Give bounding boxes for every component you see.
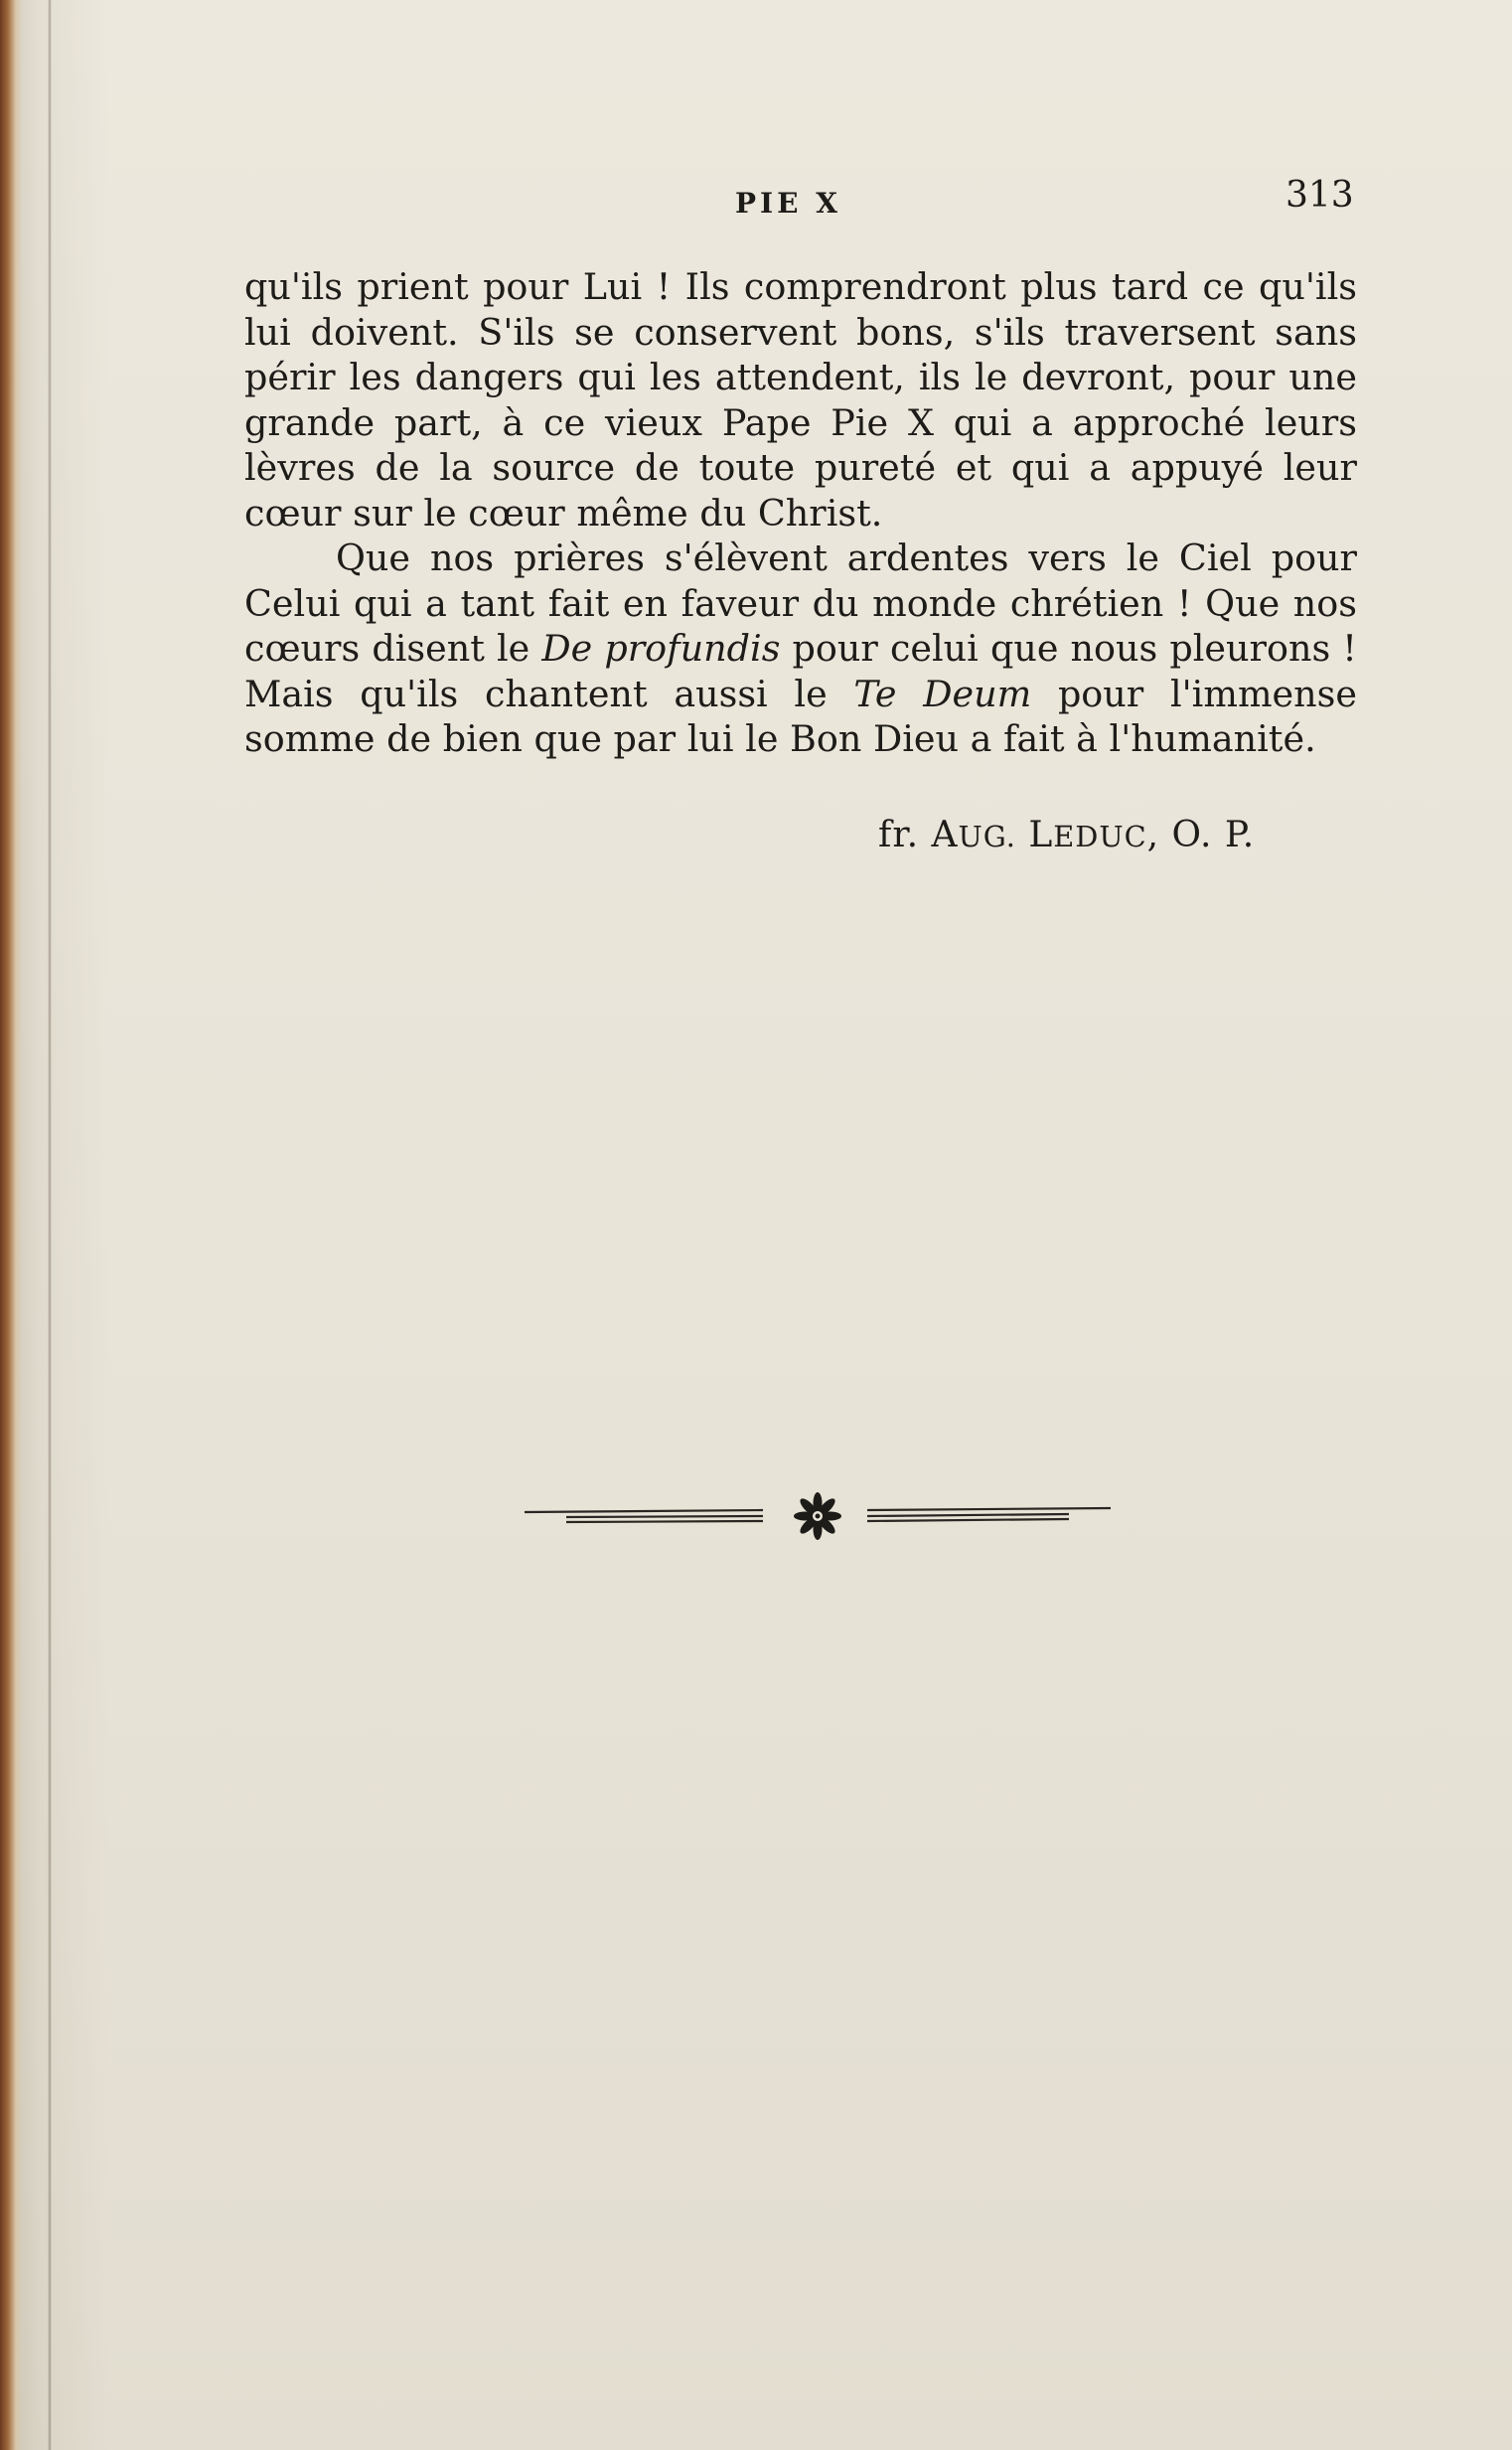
paragraph-2-part-c: pour l'immense somme de bien que par lui le Bon Dieu a fait à l'humanité. bbox=[244, 672, 1357, 760]
author-signature bbox=[878, 815, 1255, 855]
body-text bbox=[244, 264, 1357, 762]
ornament-right-rules bbox=[867, 1508, 1111, 1521]
asterisk-flower-icon bbox=[794, 1492, 841, 1540]
paragraph-2-part-b: pour celui que nous pleurons ! Mais qu'ils chantent aussi le bbox=[244, 627, 1357, 715]
signature-l-initial: L bbox=[1015, 815, 1054, 855]
signature-suffix: , O. P. bbox=[1146, 815, 1256, 855]
paragraph-1: qu'ils prient pour Lui ! Ils comprendront plus tard ce qu'ils lui doivent. S'ils se conservent bons, s'ils traversent sans périr les dangers qui les attendent, ils le devront, pour une grande part, à ce vieux Pape Pie X qui a approché leurs lèvres de la source de toute pureté et qui a appuyé leur cœur sur le cœur même du Christ. bbox=[244, 265, 1357, 535]
ornament-left-rules bbox=[525, 1510, 763, 1522]
decorative-ornament bbox=[525, 1486, 1111, 1546]
running-title: PIE X bbox=[735, 187, 841, 220]
signature-a-rest: UG. bbox=[958, 820, 1016, 853]
signature-prefix: fr. bbox=[878, 815, 932, 855]
paragraph-2-part-a: Que nos prières s'élèvent ardentes vers le Ciel pour Celui qui a tant fait en faveur du monde chrétien ! Que nos cœurs disent le bbox=[244, 536, 1357, 670]
signature-a-initial: A bbox=[931, 815, 959, 855]
signature-l-rest: EDUC bbox=[1053, 820, 1147, 853]
page-number: 313 bbox=[1285, 175, 1354, 216]
paragraph-2 bbox=[244, 536, 1357, 762]
italic-te-deum: Te Deum bbox=[853, 672, 1032, 715]
italic-de-profundis: De profundis bbox=[541, 627, 781, 670]
book-binding-edge bbox=[0, 0, 22, 2450]
page-gutter-shadow bbox=[48, 0, 52, 2450]
